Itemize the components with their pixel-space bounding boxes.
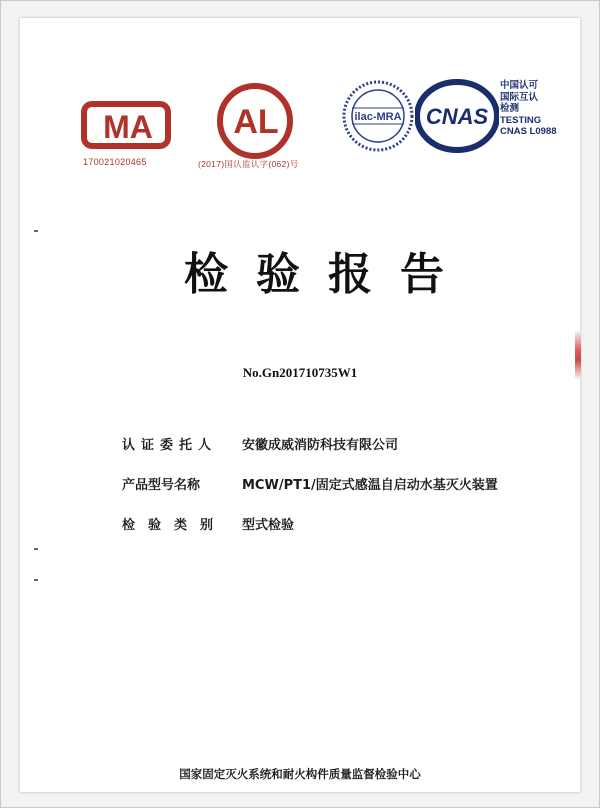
cnas-line: CNAS L0988 bbox=[500, 126, 557, 137]
field-row-product bbox=[122, 474, 498, 494]
cnas-line: 国际互认 bbox=[500, 91, 539, 103]
cal-logo-text: AL bbox=[233, 103, 279, 141]
report-cover-page bbox=[20, 18, 580, 792]
field-row-client bbox=[122, 434, 398, 454]
field-row-test-type bbox=[122, 514, 294, 534]
cnas-line: 中国认可 bbox=[500, 80, 539, 91]
scan-mark bbox=[34, 548, 38, 550]
field-value: MCW/PT1/固定式感温自启动水基灭火装置 bbox=[242, 478, 498, 493]
ilac-mra-text: ilac-MRA bbox=[354, 111, 402, 123]
cma-registration-number: 170021020465 bbox=[83, 157, 147, 167]
cnas-line: TESTING bbox=[500, 114, 542, 126]
cnas-accreditation-lines bbox=[500, 80, 557, 138]
edge-seal-mark bbox=[575, 331, 581, 379]
ilac-mra-logo bbox=[338, 76, 418, 156]
scan-mark bbox=[34, 230, 38, 232]
cal-caption: (2017)国认监认字(062)号 bbox=[198, 159, 299, 169]
report-number: No.Gn201710735W1 bbox=[242, 365, 358, 380]
scan-mark bbox=[34, 579, 38, 581]
cma-logo-text: MA bbox=[103, 109, 153, 145]
cnas-logo bbox=[415, 78, 499, 154]
cnas-line: 检测 bbox=[500, 103, 520, 114]
cma-logo bbox=[80, 100, 172, 150]
cal-logo bbox=[215, 81, 295, 161]
report-title: 检验报告 bbox=[184, 249, 472, 300]
issuing-organization: 国家固定灭火系统和耐火构件质量监督检验中心 bbox=[179, 767, 421, 781]
field-label: 检验类别 bbox=[122, 518, 227, 533]
field-label: 认证委托人 bbox=[122, 438, 218, 453]
field-value: 安徽成威消防科技有限公司 bbox=[242, 438, 399, 453]
field-value: 型式检验 bbox=[242, 518, 295, 533]
cnas-logo-text: CNAS bbox=[425, 104, 489, 129]
field-label: 产品型号名称 bbox=[122, 478, 201, 493]
